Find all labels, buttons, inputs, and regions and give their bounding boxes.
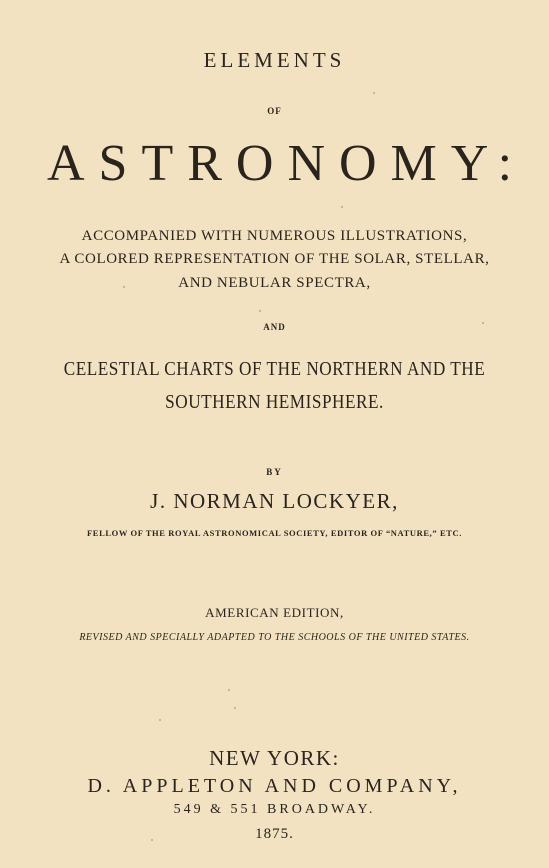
paper-speck	[234, 707, 236, 709]
title-elements: ELEMENTS	[203, 48, 346, 72]
title-astronomy: ASTRONOMY:	[46, 135, 527, 192]
paper-speck	[228, 689, 230, 691]
celestial-line-1: CELESTIAL CHARTS OF THE NORTHERN AND THE	[63, 358, 486, 380]
author-credentials: FELLOW OF THE ROYAL ASTRONOMICAL SOCIETY, EDITOR OF “NATURE,” ETC.	[87, 528, 462, 538]
subtitle-line-2: A COLORED REPRESENTATION OF THE SOLAR, STELLAR,	[59, 251, 490, 267]
imprint-publisher: D. APPLETON AND COMPANY,	[87, 775, 462, 797]
edition-label: AMERICAN EDITION,	[205, 605, 344, 620]
imprint-address: 549 & 551 BROADWAY.	[173, 802, 376, 817]
paper-speck	[151, 839, 153, 841]
paper-speck	[341, 206, 343, 208]
subtitle-line-3: AND NEBULAR SPECTRA,	[178, 275, 371, 291]
imprint-year: 1875.	[255, 826, 294, 842]
author-name: J. NORMAN LOCKYER,	[150, 489, 399, 513]
edition-note: REVISED AND SPECIALLY ADAPTED TO THE SCHOOLS OF THE UNITED STATES.	[79, 632, 470, 643]
and-connector: AND	[263, 322, 286, 332]
paper-speck	[373, 92, 375, 94]
paper-speck	[482, 322, 484, 324]
title-of: OF	[267, 106, 282, 116]
paper-speck	[159, 719, 161, 721]
celestial-line-2: SOUTHERN HEMISPHERE.	[165, 391, 384, 413]
paper-speck	[259, 310, 261, 312]
paper-speck	[123, 286, 125, 288]
by-label: BY	[266, 467, 283, 477]
imprint-city: NEW YORK:	[209, 746, 340, 770]
subtitle-line-1: ACCOMPANIED WITH NUMEROUS ILLUSTRATIONS,	[81, 228, 468, 244]
